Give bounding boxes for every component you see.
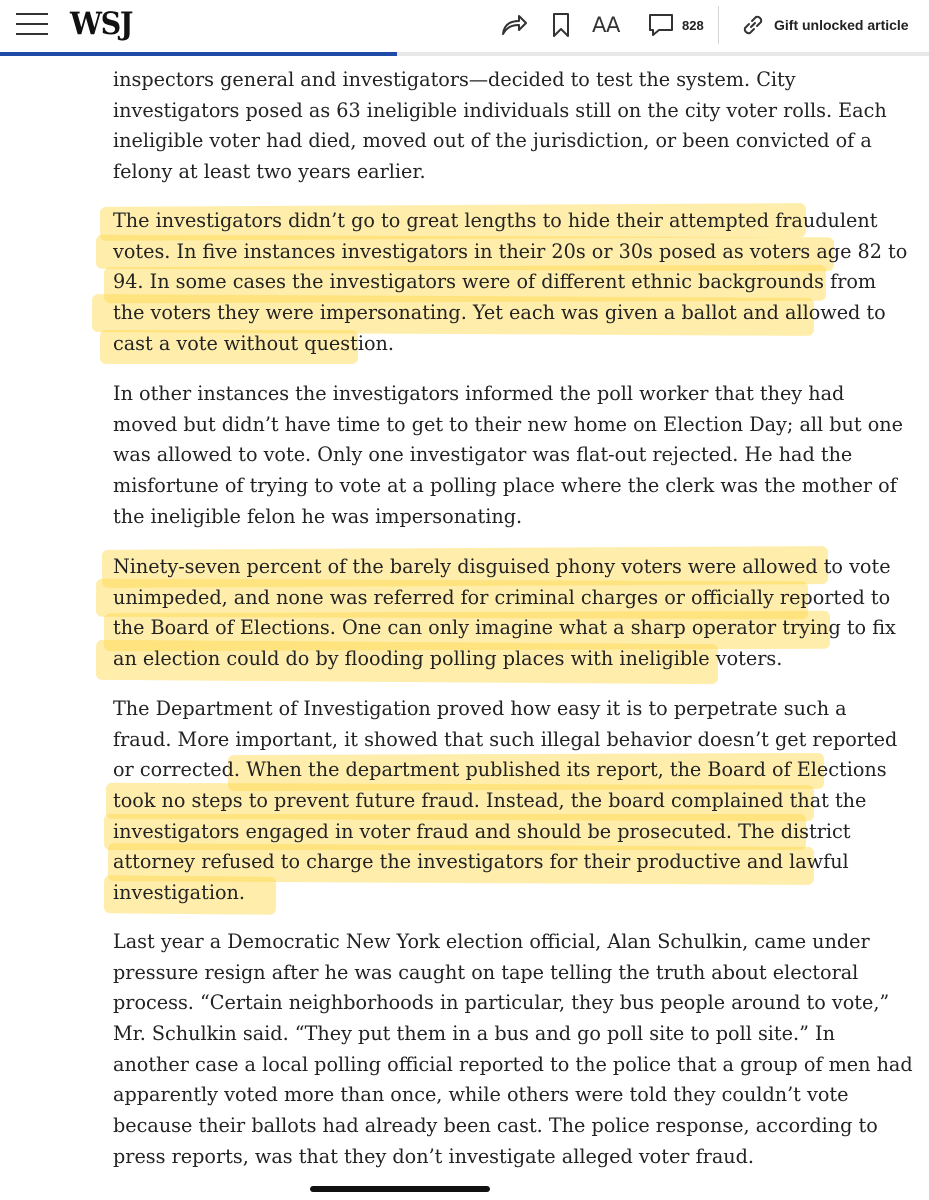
text-line: investigators posed as 63 ineligible individuals still on the city voter rolls. Each bbox=[113, 98, 887, 122]
text-line: took no steps to prevent future fraud. Instead, the board complained that the bbox=[113, 789, 867, 813]
text-line: The investigators didn’t go to great lengths to hide their attempted fraudulent bbox=[113, 209, 878, 232]
text-line: press reports, was that they don’t investigate alleged voter fraud. bbox=[113, 1144, 755, 1168]
text-line: the ineligible felon he was impersonating. bbox=[113, 504, 523, 528]
text-line: apparently voted more than once, while others were told they couldn’t vote bbox=[113, 1083, 849, 1107]
text-line: investigators engaged in voter fraud and should be prosecuted. The district bbox=[113, 819, 851, 843]
text-line: 94. In some cases the investigators were of different ethnic backgrounds from bbox=[113, 270, 877, 294]
link-icon bbox=[740, 12, 766, 38]
text-size-label: AA bbox=[592, 13, 620, 37]
comment-count: 828 bbox=[682, 17, 704, 33]
text-line: because their ballots had already been cast. The police response, according to bbox=[113, 1114, 878, 1138]
text-line: investigation. bbox=[113, 881, 245, 905]
text-line: pressure resign after he was caught on tape telling the truth about electoral bbox=[113, 960, 859, 984]
text-line: votes. In five instances investigators in their 20s or 30s posed as voters age 82 to bbox=[113, 239, 908, 263]
share-arrow-icon[interactable] bbox=[500, 10, 528, 40]
text-line: In other instances the investigators informed the poll worker that they had bbox=[113, 382, 845, 405]
text-line: process. “Certain neighborhoods in particular, they bus people around to vote,” bbox=[113, 991, 890, 1015]
article-paragraph bbox=[113, 65, 887, 188]
comment-bubble-icon bbox=[648, 12, 674, 38]
text-line: unimpeded, and none was referred for criminal charges or officially reported to bbox=[113, 585, 891, 609]
text-line: Mr. Schulkin said. “They put them in a bus and go poll site to poll site.” In bbox=[113, 1022, 835, 1046]
text-line: felony at least two years earlier. bbox=[113, 160, 426, 184]
text-line: an election could do by flooding polling places with ineligible voters. bbox=[113, 647, 783, 671]
text-line: ineligible voter had died, moved out of the jurisdiction, or been convicted of a bbox=[113, 129, 872, 153]
article-paragraph bbox=[113, 927, 913, 1173]
text-line: misfortune of trying to vote at a polling place where the clerk was the mother of bbox=[113, 474, 897, 498]
gift-article-label: Gift unlocked article bbox=[774, 17, 909, 33]
article-paragraph bbox=[113, 694, 898, 909]
text-line: Last year a Democratic New York election official, Alan Schulkin, came under bbox=[113, 930, 870, 953]
article-paragraph bbox=[113, 379, 903, 532]
article-paragraph bbox=[113, 206, 908, 359]
text-size-icon[interactable] bbox=[592, 10, 619, 40]
text-line: the voters they were impersonating. Yet each was given a ballot and allowed to bbox=[113, 301, 886, 325]
toolbar-divider bbox=[718, 6, 719, 44]
gift-article-button[interactable] bbox=[740, 10, 909, 40]
text-line: inspectors general and investigators—decided to test the system. City bbox=[113, 68, 796, 91]
text-line: The Department of Investigation proved how easy it is to perpetrate such a bbox=[113, 697, 847, 720]
text-line: cast a vote without question. bbox=[113, 331, 394, 355]
wsj-logo[interactable]: WSJ bbox=[70, 6, 132, 42]
text-line: fraud. More important, it showed that such illegal behavior doesn’t get reported bbox=[113, 727, 898, 751]
app-toolbar bbox=[0, 0, 929, 52]
text-line: Ninety-seven percent of the barely disguised phony voters were allowed to vote bbox=[113, 555, 891, 578]
comments-button[interactable] bbox=[648, 10, 704, 40]
hamburger-menu-icon[interactable] bbox=[16, 10, 48, 38]
bookmark-icon[interactable] bbox=[552, 10, 570, 40]
reading-progress-fill bbox=[0, 52, 397, 56]
text-line: or corrected. When the department published its report, the Board of Elections bbox=[113, 758, 887, 782]
article-paragraph bbox=[113, 552, 896, 675]
home-indicator[interactable] bbox=[310, 1186, 490, 1192]
text-line: moved but didn’t have time to get to their new home on Election Day; all but one bbox=[113, 412, 903, 436]
text-line: attorney refused to charge the investigators for their productive and lawful bbox=[113, 850, 849, 874]
text-line: another case a local polling official reported to the police that a group of men had bbox=[113, 1052, 913, 1076]
reading-progress-bar bbox=[0, 52, 929, 56]
text-line: was allowed to vote. Only one investigator was flat-out rejected. He had the bbox=[113, 443, 853, 467]
text-line: the Board of Elections. One can only imagine what a sharp operator trying to fix bbox=[113, 616, 896, 640]
